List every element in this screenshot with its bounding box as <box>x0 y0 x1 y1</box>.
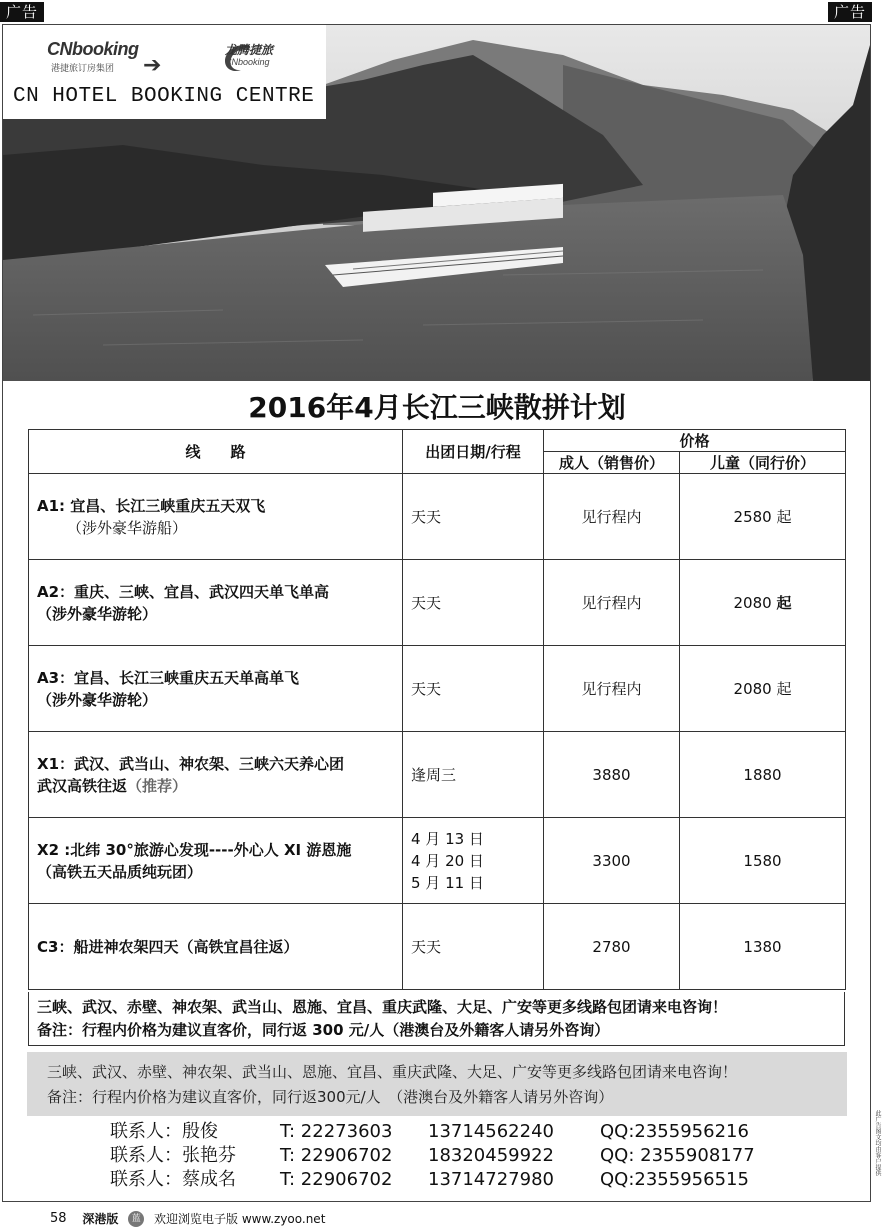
footnote-line-2: 备注：行程内价格为建议直客价，同行返 300 元/人（港澳台及外籍客人请另外咨询） <box>37 1021 610 1039</box>
contact-mobile: 18320459922 <box>428 1145 554 1166</box>
new-brand-logo: 龙腾捷旅 <box>225 43 274 57</box>
date-cell <box>403 732 544 818</box>
header-child: 儿童（同行价） <box>680 452 846 474</box>
adult-price: 3300 <box>544 818 680 904</box>
adult-price: 见行程内 <box>544 560 680 646</box>
route-detail-wrap <box>37 775 402 797</box>
table-row <box>29 646 846 732</box>
child-price: 1880 <box>680 732 846 818</box>
contact-tel: T: 22273603 <box>280 1121 393 1142</box>
edition-label: 深港版 <box>82 1212 119 1226</box>
date-value: 逢周三 <box>411 765 457 784</box>
route-cell <box>29 818 403 904</box>
date-cell <box>403 560 544 646</box>
route-detail: 武汉高铁往返 <box>37 776 128 795</box>
contact-name: 联系人：殷俊 <box>110 1121 218 1142</box>
date-cell <box>403 904 544 990</box>
date-value: 天天 <box>411 593 442 612</box>
adult-price: 见行程内 <box>544 474 680 560</box>
table-row <box>29 732 846 818</box>
table-footnote <box>28 992 845 1046</box>
old-brand-logo: CNbooking <box>47 39 139 59</box>
table-row <box>29 904 846 990</box>
contact-tel: T: 22906702 <box>280 1169 393 1190</box>
recommend-tag: （推荐） <box>127 776 188 795</box>
date-value: 天天 <box>411 507 442 526</box>
date-value: 4 月 20 日 <box>411 851 484 870</box>
header-price: 价格 <box>544 430 846 452</box>
table-row <box>29 560 846 646</box>
route-name: X1：武汉、武当山、神农架、三峡六天养心团 <box>37 754 345 773</box>
contact-qq: QQ: 2355908177 <box>600 1145 755 1166</box>
route-name: A1: 宜昌、长江三峡重庆五天双飞 <box>37 496 266 515</box>
page-footer <box>50 1210 325 1227</box>
adult-price: 见行程内 <box>544 646 680 732</box>
main-title: 2016年4月长江三峡散拼计划 <box>248 391 626 424</box>
date-value: 5 月 11 日 <box>411 873 484 892</box>
contact-qq: QQ:2355956515 <box>600 1169 749 1190</box>
ad-label-left: 广告 <box>0 2 44 22</box>
header-route: 线 路 <box>29 430 403 474</box>
contact-name: 联系人：蔡成名 <box>110 1169 236 1190</box>
date-cell <box>403 474 544 560</box>
child-price <box>680 560 846 646</box>
date-cell <box>403 646 544 732</box>
contact-tel: T: 22906702 <box>280 1145 393 1166</box>
route-name: A3：宜昌、长江三峡重庆五天单高单飞 <box>37 668 300 687</box>
adult-price: 3880 <box>544 732 680 818</box>
date-value: 天天 <box>411 679 442 698</box>
child-price: 2080 起 <box>680 646 846 732</box>
child-price: 2580 起 <box>680 474 846 560</box>
route-cell <box>29 474 403 560</box>
new-brand-subtitle: CNbooking <box>225 57 270 67</box>
child-price-suffix: 起 <box>776 594 792 612</box>
welcome-link[interactable]: 欢迎浏览电子版 www.zyoo.net <box>154 1212 326 1226</box>
old-brand-subtitle: 港捷旅订房集团 <box>51 64 115 74</box>
route-detail: （涉外豪华游船） <box>67 518 188 537</box>
info-line-1: 三峡、武汉、赤壁、神农架、武当山、恩施、宜昌、重庆武隆、大足、广安等更多线路包团请来电咨询！ <box>47 1063 738 1081</box>
adult-price: 2780 <box>544 904 680 990</box>
logo-title: CN HOTEL BOOKING CENTRE <box>13 85 315 108</box>
route-cell <box>29 732 403 818</box>
route-name: C3：船进神农架四天（高铁宜昌往返） <box>37 937 299 956</box>
contact-mobile: 13714562240 <box>428 1121 554 1142</box>
routes-table <box>28 429 846 990</box>
table-row <box>29 474 846 560</box>
contact-qq: QQ:2355956216 <box>600 1121 749 1142</box>
ad-label-right: 广告 <box>828 2 872 22</box>
edition-badge-icon: 蓝 <box>128 1211 144 1227</box>
route-cell <box>29 646 403 732</box>
info-box <box>27 1052 847 1116</box>
date-value: 天天 <box>411 937 442 956</box>
date-value: 4 月 13 日 <box>411 829 484 848</box>
contact-name: 联系人：张艳芬 <box>110 1145 236 1166</box>
header-adult: 成人（销售价） <box>544 452 680 474</box>
route-detail: （涉外豪华游轮） <box>37 690 158 709</box>
child-price: 1380 <box>680 904 846 990</box>
side-disclaimer: 此广告图文均由客户提供 <box>874 1110 881 1176</box>
child-price: 1580 <box>680 818 846 904</box>
arrow-right-icon: ➔ <box>143 53 162 78</box>
route-detail: （高铁五天品质纯玩团） <box>37 862 203 881</box>
route-name: X2 :北纬 30°旅游心发现----外心人 XI 游恩施 <box>37 840 352 859</box>
header-date: 出团日期/行程 <box>403 430 544 474</box>
footnote-line-1: 三峡、武汉、赤壁、神农架、武当山、恩施、宜昌、重庆武隆、大足、广安等更多线路包团请来电咨询！ <box>37 998 728 1016</box>
route-cell <box>29 904 403 990</box>
table-row <box>29 818 846 904</box>
info-line-2: 备注：行程内价格为建议直客价，同行返300元/人 （港澳台及外籍客人请另外咨询） <box>47 1088 614 1106</box>
route-name: A2：重庆、三峡、宜昌、武汉四天单飞单高 <box>37 582 330 601</box>
logo-box <box>3 25 326 119</box>
route-detail: （涉外豪华游轮） <box>37 604 158 623</box>
date-cell <box>403 818 544 904</box>
route-cell <box>29 560 403 646</box>
child-price-number: 2080 <box>733 594 777 612</box>
contact-mobile: 13714727980 <box>428 1169 554 1190</box>
page-number: 58 <box>50 1211 67 1226</box>
